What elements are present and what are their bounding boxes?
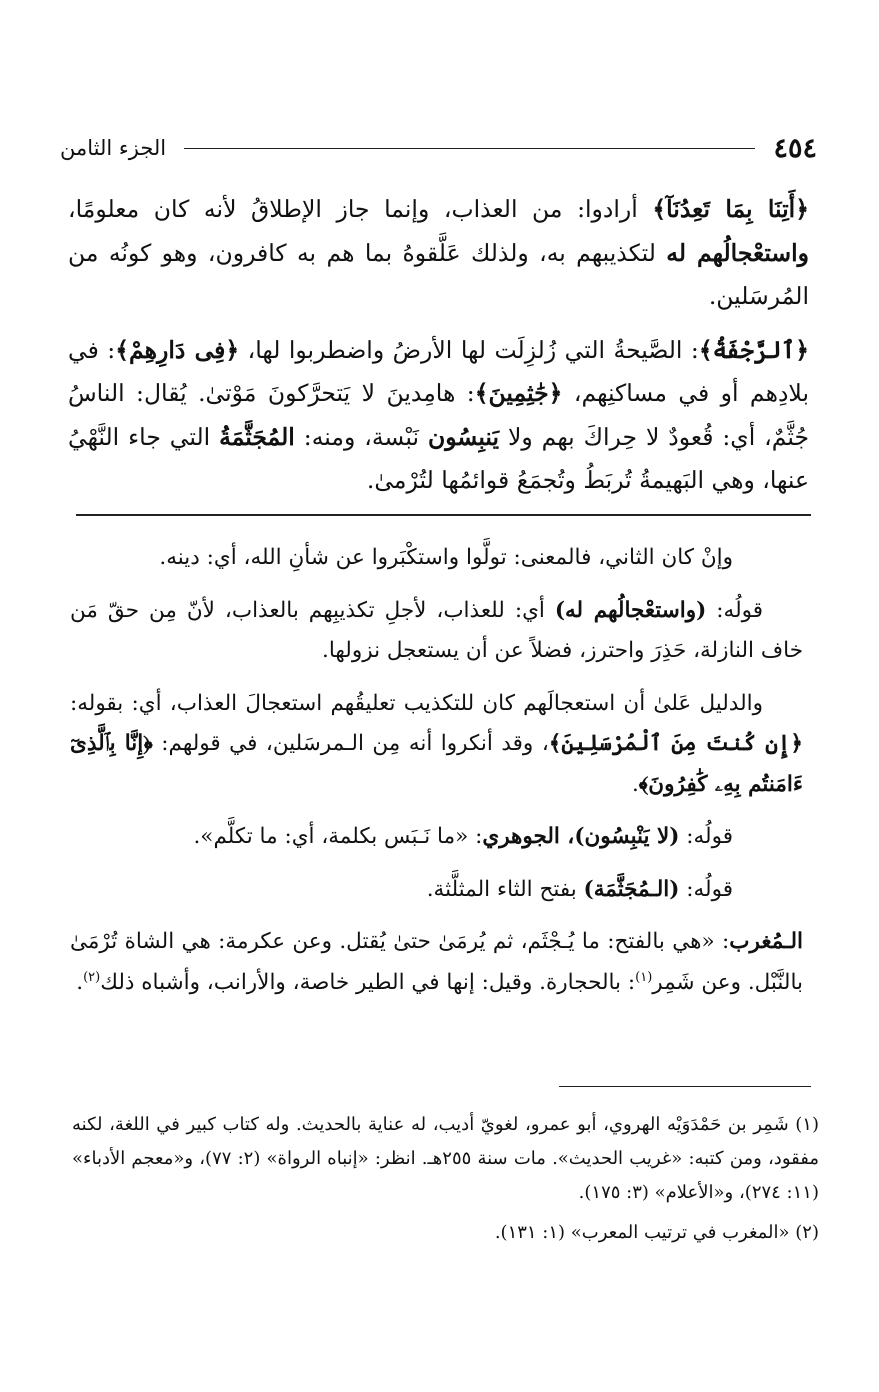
main-text (68, 188, 809, 513)
running-header (60, 128, 817, 168)
text-span: : بالحجارة. وقيل: إنها في الطير خاصة، والأرانب، وأشباه ذلك (100, 969, 636, 995)
commentary-paragraph (70, 922, 803, 1003)
text-span: : «ما نَـبَس بكلمة، أي: ما تكلَّم». (193, 824, 483, 849)
quran-quote: ﴿إِنَّا بِٱلَّذِىٓ ءَامَنتُم بِهِۦ كَٰفِرُونَ﴾ (70, 731, 803, 797)
bold-term: الـمُغرب (729, 929, 803, 954)
section-divider (76, 514, 811, 516)
footnote-rule (559, 1086, 811, 1087)
bold-term: (لا يَنْبِسُون)، الجوهري (482, 824, 680, 849)
text-span: قولُه: (706, 597, 764, 623)
text-span: وإنْ كان الثاني، فالمعنى: تولَّوا واستكْبَروا عن شأنِ الله، أي: دينه. (159, 545, 733, 570)
text-span: . (76, 969, 84, 995)
text-span: ، وقد أنكروا أنه مِن الـمرسَلين، في قولهم: (152, 731, 549, 756)
commentary-paragraph (70, 591, 803, 672)
footnote: (١) شَمِر بن حَمْدَوَيْه الهروي، أبو عمرو، لغويّ أديب، له عناية بالحديث. وله كتاب كبير في اللغة، لكنه مفقود، ومن كتبه: «غريب الحديث». مات سنة ٢٥٥هـ. انظر: «إنباه الرواة» (٢: ٧٧)، و«معجم الأدباء» (١١: ٢٧٤)، و«الأعلام» (٣: ١٧٥). (72, 1114, 819, 1203)
commentary-paragraph (70, 684, 803, 806)
commentary-paragraph (70, 870, 803, 911)
bold-term: واستعْجالُهم له (666, 238, 809, 267)
quran-quote: ﴿فِى دَارِهِمْ﴾ (115, 335, 240, 364)
text-span: لتكذيبهم به، ولذلك عَلَّقوهُ بما هم به كافرون، وهو كونُه من المُرسَلين. (68, 238, 809, 310)
text-span: : «هي بالفتح: ما يُـجْثَم، ثم يُرمَىٰ حتىٰ يُقتل. وعن عكرمة: هي الشاة تُرْمَىٰ بالنَّبْل. وعن شَمِر (70, 929, 803, 995)
text-span: أي: للعذاب، لأجلِ تكذيبِهم بالعذاب، لأنّ مِن حقّ مَن خاف النازلة، حَذِرَ واحترز، فضلاً عن أن يستعجل نزولها. (70, 597, 803, 663)
main-paragraph (68, 188, 809, 319)
text-span: قولُه: (679, 824, 733, 849)
commentary-paragraph (70, 817, 803, 858)
commentary-paragraph (70, 538, 803, 579)
text-span: التي جاء النَّهْيُ عنها، وهي البَهيمةُ تُربَطُ وتُجمَعُ قوائمُها لتُرْمىٰ. (68, 422, 809, 494)
quran-quote: ﴿أَتِنَا بِمَا تَعِدُنَآ﴾ (652, 195, 809, 223)
quran-quote: ﴿ٱلرَّجْفَةُ﴾ (698, 335, 809, 364)
main-paragraph (68, 329, 809, 503)
bold-term: يَنبِسُون (427, 422, 500, 451)
header-rule (184, 148, 755, 149)
text-span: أرادوا: من العذاب، وإنما جاز الإطلاقُ لأنه كان معلومًا، (68, 195, 653, 223)
footnote-ref[interactable]: (١) (635, 969, 653, 985)
bold-term: المُجَثَّمَةُ (219, 422, 295, 451)
bold-term: (الـمُجَثَّمَة) (583, 876, 680, 902)
footnote: (٢) «المغرب في ترتيب المعرب» (١: ١٣١). (494, 1222, 819, 1243)
text-span: بفتح الثاء المثلَّثة. (426, 876, 584, 902)
bold-term: (واستعْجالُهم له) (554, 597, 707, 623)
quran-quote: ﴿جَٰثِمِينَ﴾ (474, 379, 563, 407)
text-span: نَبْسة، ومنه: (294, 422, 428, 451)
part-title: الجزء الثامن (60, 136, 167, 160)
quran-quote: ﴿إِن كُنتَ مِنَ ٱلْمُرْسَلِينَ﴾ (548, 731, 803, 756)
text-span: : في بلادِهم أو في مساكنِهم، (68, 335, 809, 407)
footnote-ref[interactable]: (٢) (83, 969, 101, 985)
text-span: : الصَّيحةُ التي زُلزِلَت لها الأرضُ واضطربوا لها، (239, 335, 699, 364)
text-span: : هامِدينَ لا يَتحرَّكونَ مَوْتىٰ. يُقال: الناسُ جُثَّمٌ، أي: قُعودٌ لا حِراكَ بهم ولا (68, 379, 809, 451)
footnotes (72, 1108, 819, 1256)
text-span: والدليل عَلىٰ أن استعجالَهم كان للتكذيب تعليقُهم استعجالَ العذاب، أي: بقوله: (70, 690, 763, 716)
commentary-text (70, 538, 803, 1015)
page-number: ٤٥٤ (773, 132, 817, 164)
text-span: . (631, 771, 639, 797)
text-span: قولُه: (679, 876, 733, 902)
